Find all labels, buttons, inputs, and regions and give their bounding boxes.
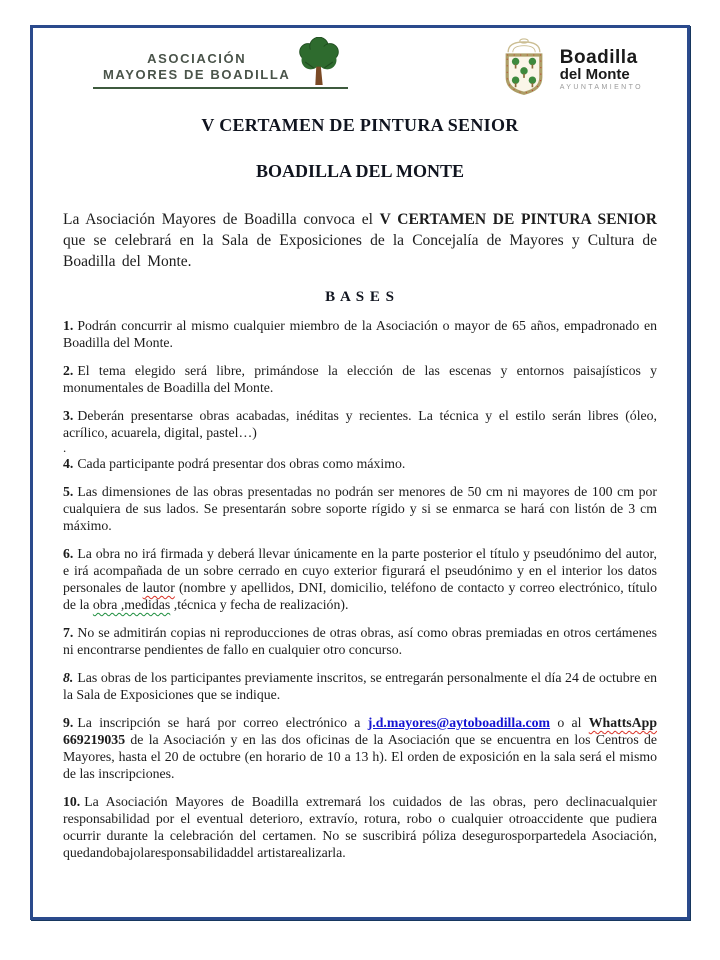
intro-post: que se celebrará en la Sala de Exposiciones de la Concejalía de Mayores y Cultura de Boadilla del Monte.	[63, 232, 657, 270]
misspelled-word-lautor: lautor	[142, 580, 175, 595]
base-item-5: 5. Las dimensiones de las obras presentadas no podrán ser menores de 50 cm ni mayores de 100 cm por cualquiera de sus lados. Se presentarán sobre soporte rígido y si se enmarca se hará con listón de 3 cm máximo.	[63, 484, 657, 533]
base-item-10: 10. La Asociación Mayores de Boadilla extremará los cuidados de las obras, pero declinacualquier responsabilidad por el eventual deterioro, extravío, rotura, robo o cualquier otroaccidente que pudiera ocurrir durante la celebración del certamen. No se suscribirá póliza desegurosporpartedela Asociación, quedandobajolaresponsabilidaddel artistarealizarla.	[63, 794, 657, 860]
intro-pre: La Asociación Mayores de Boadilla convoca el	[63, 211, 380, 228]
boadilla-wordmark-line2: del Monte	[559, 65, 630, 83]
crest-icon	[496, 36, 552, 102]
base-item-4: 4. Cada participante podrá presentar dos obras como máximo.	[63, 456, 406, 471]
intro-bold: V CERTAMEN DE PINTURA SENIOR	[379, 211, 657, 228]
ayuntamiento-logo	[496, 36, 643, 102]
base-item-8: 8. Las obras de los participantes previamente inscritos, se entregarán personalmente el día 24 de octubre en la Sala de Exposiciones que se indique.	[63, 670, 657, 702]
stray-period: .	[63, 440, 67, 455]
grammar-flag-obra-medidas: obra ,medidas	[92, 597, 171, 612]
document-page	[30, 25, 690, 920]
document-subtitle: BOADILLA DEL MONTE	[255, 161, 465, 181]
asociacion-mayores-logo	[93, 35, 348, 89]
asociacion-logo-line1: ASOCIACIÓN	[147, 51, 247, 66]
base-item-1: 1. Podrán concurrir al mismo cualquier miembro de la Asociación o mayor de 65 años, empadronado en Boadilla del Monte.	[63, 318, 657, 350]
email-link[interactable]: j.d.mayores@aytoboadilla.com	[367, 715, 551, 730]
asociacion-logo-line2: MAYORES DE BOADILLA	[103, 67, 291, 82]
tree-icon	[296, 37, 342, 87]
boadilla-wordmark-line1: Boadilla	[559, 46, 638, 68]
intro-paragraph	[63, 209, 657, 272]
header	[63, 35, 657, 99]
base-item-9: 9. La inscripción se hará por correo electrónico a j.d.mayores@aytoboadilla.com o al WhattsApp 669219035 de la Asociación y en las dos oficinas de la Asociación que se encuentra en los Centros de Mayores, hasta el 20 de octubre (en horario de 10 a 13 h). El orden de exposición en la sala será el mismo de las inscripciones.	[63, 715, 657, 781]
bases-heading: B A S E S	[325, 289, 395, 305]
ayuntamiento-label: AYUNTAMIENTO	[559, 83, 643, 91]
base-item-7: 7. No se admitirán copias ni reproducciones de otras obras, así como obras premiadas en otros certámenes ni encontrarse pendientes de fallo en cualquier otro concurso.	[63, 625, 657, 657]
whatsapp-phone-number: 669219035	[63, 732, 126, 747]
misspelled-word-whattsapp: WhattsApp	[588, 715, 657, 730]
base-item-6: 6. La obra no irá firmada y deberá llevar únicamente en la parte posterior el título y pseudónimo del autor, e irá acompañada de un sobre cerrado en cuyo exterior figurará el pseudónimo y en el interior los datos personales de lautor (nombre y apellidos, DNI, domicilio, teléfono de contacto y correo electrónico, título de la obra ,medidas ,técnica y fecha de realización).	[63, 546, 657, 612]
document-title: V CERTAMEN DE PINTURA SENIOR	[201, 115, 519, 135]
base-item-2: 2. El tema elegido será libre, primándose la elección de las escenas y entornos paisajísticos y monumentales de Boadilla del Monte.	[63, 363, 657, 395]
base-item-3: 3. Deberán presentarse obras acabadas, inéditas y recientes. La técnica y el estilo serán libres (óleo, acrílico, acuarela, digital, pastel…)	[63, 408, 657, 440]
